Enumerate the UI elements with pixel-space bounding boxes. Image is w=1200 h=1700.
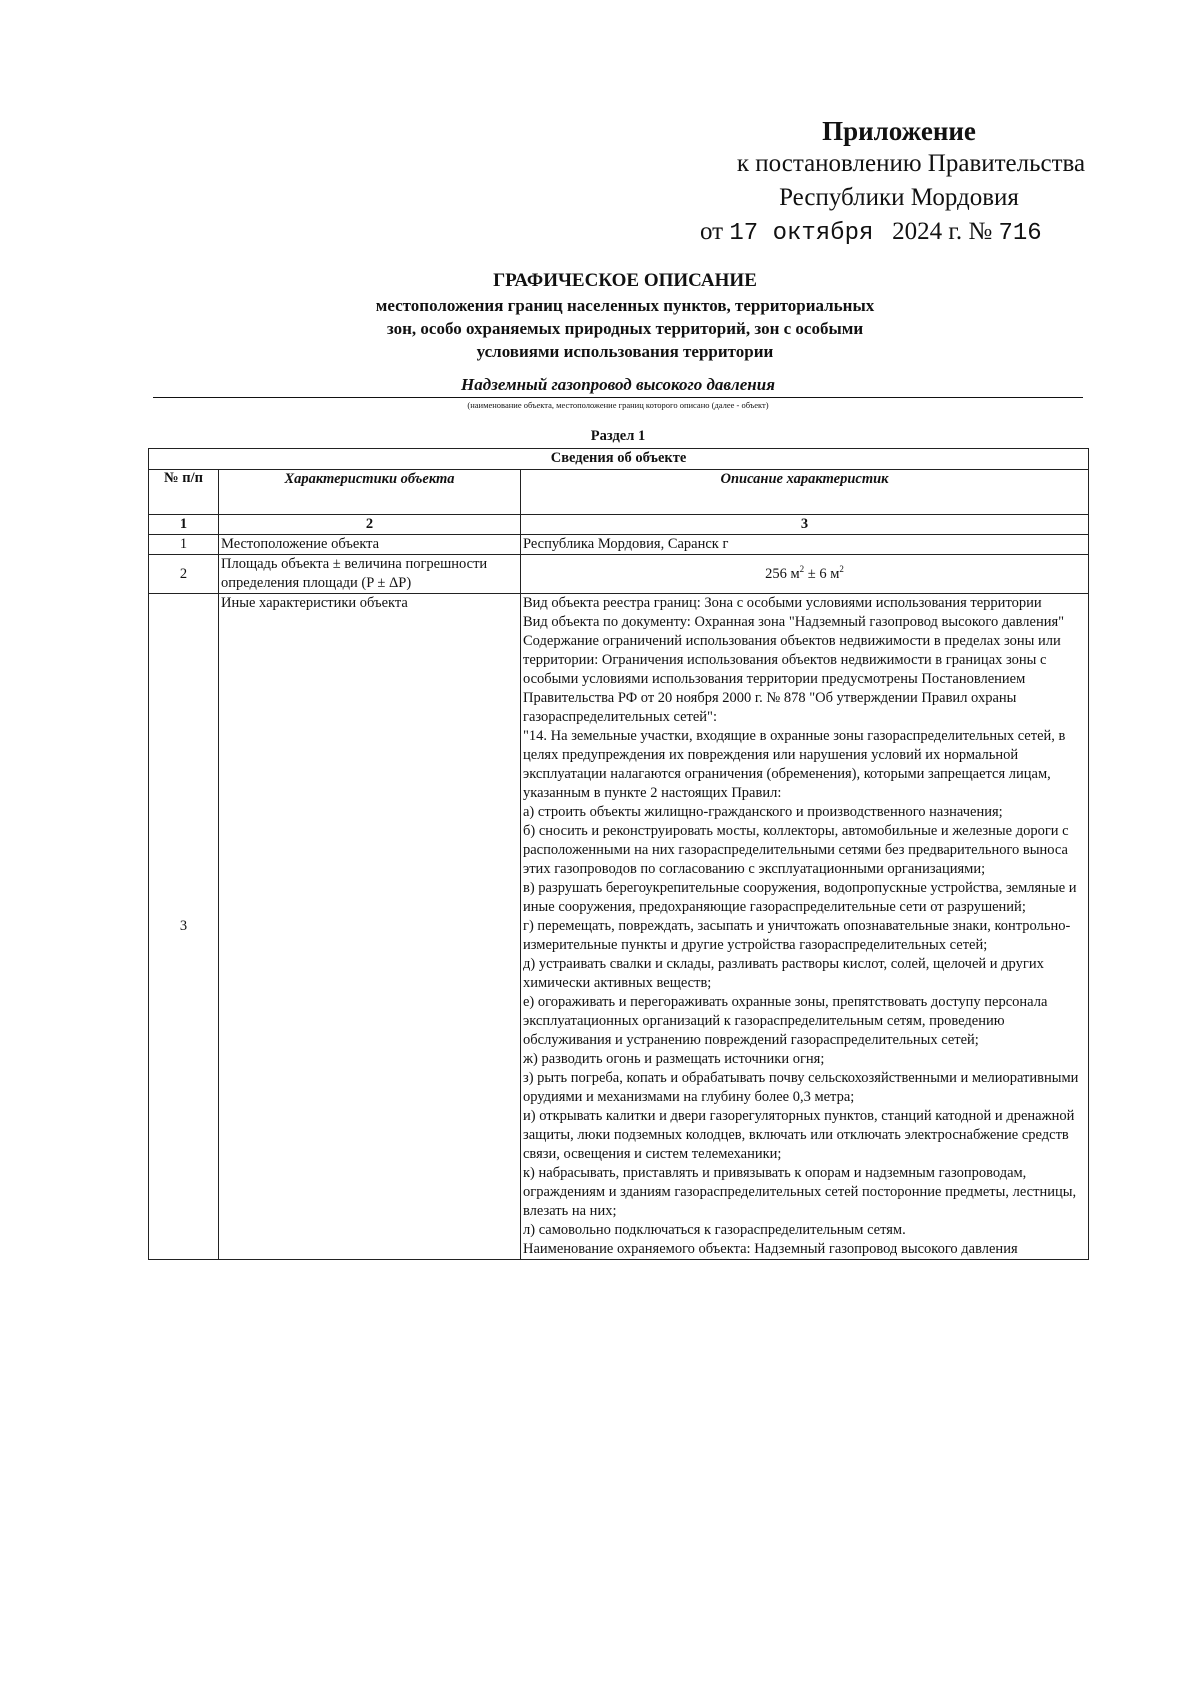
appendix-block: [660, 116, 1130, 251]
col-number-1: 1: [149, 515, 219, 535]
object-info-table: [148, 448, 1089, 1260]
object-name: Надземный газопровод высокого давления: [461, 375, 775, 394]
object-underline: [153, 397, 1083, 398]
header-characteristics: Характеристики объекта: [219, 470, 521, 515]
area-value: 256 м: [765, 565, 800, 582]
table-caption-row: [149, 449, 1089, 470]
area-unit-sup-1: 2: [799, 563, 805, 574]
row-num: 2: [149, 555, 219, 594]
col-number-2: 2: [219, 515, 521, 535]
table-column-numbers-row: [149, 515, 1089, 535]
area-unit-sup-2: 2: [839, 563, 844, 574]
appendix-line-republic: Республики Мордовия: [779, 184, 1019, 211]
table-caption: Сведения об объекте: [149, 449, 1089, 470]
resolution-number: 716: [998, 220, 1042, 247]
row-num: 1: [149, 535, 219, 555]
object-caption: (наименование объекта, местоположение границ которого описано (далее - объект): [467, 400, 769, 410]
row-value-area: [521, 555, 1089, 594]
date-year: 2024 г. №: [892, 218, 993, 245]
document-title: ГРАФИЧЕСКОЕ ОПИСАНИЕ: [493, 270, 757, 291]
appendix-title: Приложение: [822, 116, 976, 146]
document-subtitle-3: условиями использования территории: [476, 342, 774, 361]
appendix-line-resolution: к постановлению Правительства: [736, 150, 1086, 177]
row-characteristic: Местоположение объекта: [219, 535, 521, 555]
row-characteristic: Площадь объекта ± величина погрешности определения площади (P ± ΔP): [219, 555, 521, 594]
row-value: Республика Мордовия, Саранск г: [521, 535, 1089, 555]
header-description: Описание характеристик: [521, 470, 1089, 515]
table-row: [149, 594, 1089, 1260]
date-prefix: от: [700, 218, 724, 245]
row-value-description: Вид объекта реестра границ: Зона с особыми условиями использования территории Вид объекта по документу: Охранная зона "Надземный газопровод высокого давления" Содержание ограничений использования объектов недвижимости в пределах зоны или территории: Ограничения использования объектов недвижимости в границах зоны с особыми условиями использования территории предусмотрены Постановлением Правительства РФ от 20 ноября 2000 г. № 878 "Об утверждении Правил охраны газораспределительных сетей": "14. На земельные участки, входящие в охранные зоны газораспределительных сетей, в целях предупреждения их повреждения или нарушения условий их нормальной эксплуатации налагаются ограничения (обременения), которыми запрещается лицам, указанным в пункте 2 настоящих Правил: а) строить объекты жилищно-гражданского и производственного назначения; б) сносить и реконструировать мосты, коллекторы, автомобильные и железные дороги с расположенными на них газораспределительными сетями без предварительного выноса этих газопроводов по согласованию с эксплуатационными организациями; в) разрушать берегоукрепительные сооружения, водопропускные устройства, земляные и иные сооружения, предохраняющие газораспределительные сети от разрушений; г) перемещать, повреждать, засыпать и уничтожать опознавательные знаки, контрольно-измерительные пункты и другие устройства газораспределительных сетей; д) устраивать свалки и склады, разливать растворы кислот, солей, щелочей и других химически активных веществ; е) огораживать и перегораживать охранные зоны, препятствовать доступу персонала эксплуатационных организаций к газораспределительным сетям, проведению обслуживания и устранению повреждений газораспределительных сетей; ж) разводить огонь и размещать источники огня; з) рыть погреба, копать и обрабатывать почву сельскохозяйственными и мелиоративными орудиями и механизмами на глубину более 0,3 метра; и) открывать калитки и двери газорегуляторных пунктов, станций катодной и дренажной защиты, люки подземных колодцев, включать или отключать электроснабжение средств связи, освещения и систем телемеханики; к) набрасывать, приставлять и привязывать к опорам и надземным газопроводам, ограждениям и зданиям газораспределительных сетей посторонние предметы, лестницы, влезать на них; л) самовольно подключаться к газораспределительным сетям. Наименование охраняемого объекта: Надземный газопровод высокого давления: [521, 594, 1089, 1260]
header-num: № п/п: [149, 470, 219, 515]
section-title: Раздел 1: [590, 428, 646, 444]
row-characteristic: Иные характеристики объекта: [219, 594, 521, 1260]
table-header-row: [149, 470, 1089, 515]
document-subtitle-1: местоположения границ населенных пунктов, территориальных: [375, 296, 875, 315]
col-number-3: 3: [521, 515, 1089, 535]
row-num: 3: [149, 594, 219, 1260]
area-error: ± 6 м: [804, 565, 840, 582]
table-row: [149, 535, 1089, 555]
appendix-date-line: [660, 215, 1130, 251]
document-subtitle-2: зон, особо охраняемых природных территорий, зон с особыми: [386, 319, 864, 338]
date-value: 17 октября: [729, 220, 874, 247]
document-heading: [150, 268, 1100, 363]
table-row: [149, 555, 1089, 594]
